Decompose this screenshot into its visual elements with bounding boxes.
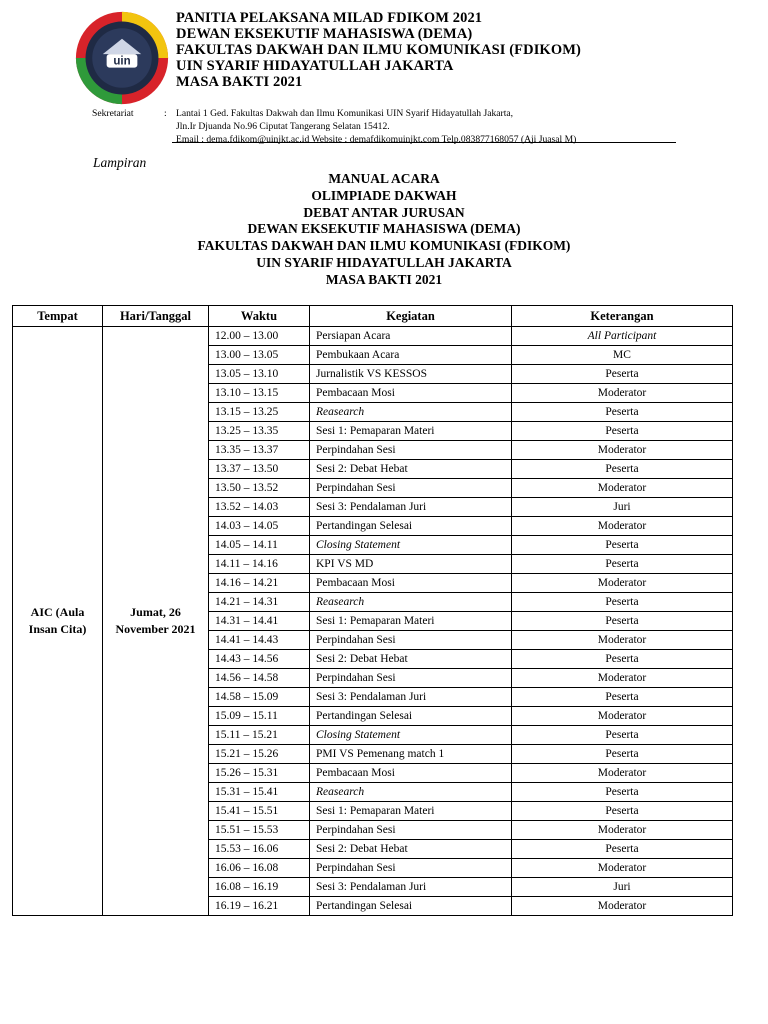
cell-waktu: 15.11 – 15.21 xyxy=(209,726,310,745)
cell-keterangan: Peserta xyxy=(512,726,733,745)
cell-waktu: 14.11 – 14.16 xyxy=(209,555,310,574)
header-keterangan: Keterangan xyxy=(512,306,733,327)
cell-kegiatan: Perpindahan Sesi xyxy=(310,821,512,840)
cell-kegiatan: Sesi 3: Pendalaman Juri xyxy=(310,688,512,707)
table-header-row xyxy=(13,306,733,327)
cell-keterangan: Moderator xyxy=(512,441,733,460)
cell-waktu: 13.25 – 13.35 xyxy=(209,422,310,441)
cell-waktu: 13.05 – 13.10 xyxy=(209,365,310,384)
cell-keterangan: Peserta xyxy=(512,802,733,821)
cell-kegiatan: Closing Statement xyxy=(310,726,512,745)
cell-waktu: 13.00 – 13.05 xyxy=(209,346,310,365)
secretariat-city: Jln.Ir Djuanda No.96 Ciputat Tangerang Selatan 15412. xyxy=(176,121,390,132)
letterhead-line: PANITIA PELAKSANA MILAD FDIKOM 2021 xyxy=(176,10,483,26)
cell-keterangan: Juri xyxy=(512,498,733,517)
cell-kegiatan: PMI VS Pemenang match 1 xyxy=(310,745,512,764)
cell-keterangan: All Participant xyxy=(512,327,733,346)
cell-kegiatan: Perpindahan Sesi xyxy=(310,669,512,688)
cell-keterangan: Moderator xyxy=(512,821,733,840)
cell-tempat: AIC (Aula Insan Cita) xyxy=(13,327,103,916)
cell-kegiatan: Closing Statement xyxy=(310,536,512,555)
header-kegiatan: Kegiatan xyxy=(310,306,512,327)
cell-keterangan: Peserta xyxy=(512,688,733,707)
secretariat-colon: : xyxy=(164,108,167,119)
cell-keterangan: Peserta xyxy=(512,840,733,859)
cell-waktu: 14.58 – 15.09 xyxy=(209,688,310,707)
cell-waktu: 14.16 – 14.21 xyxy=(209,574,310,593)
cell-keterangan: Moderator xyxy=(512,574,733,593)
cell-keterangan: Peserta xyxy=(512,422,733,441)
schedule-body xyxy=(13,327,733,916)
cell-kegiatan: Jurnalistik VS KESSOS xyxy=(310,365,512,384)
cell-waktu: 13.50 – 13.52 xyxy=(209,479,310,498)
cell-keterangan: Moderator xyxy=(512,897,733,916)
cell-keterangan: Peserta xyxy=(512,612,733,631)
cell-kegiatan: Sesi 1: Pemaparan Materi xyxy=(310,612,512,631)
cell-waktu: 16.06 – 16.08 xyxy=(209,859,310,878)
cell-waktu: 15.21 – 15.26 xyxy=(209,745,310,764)
cell-kegiatan: Reasearch xyxy=(310,783,512,802)
cell-keterangan: Peserta xyxy=(512,460,733,479)
secretariat-address: Lantai 1 Ged. Fakultas Dakwah dan Ilmu Komunikasi UIN Syarif Hidayatullah Jakarta, xyxy=(176,108,514,119)
secretariat-contact: Email : dema.fdikom@uinjkt.ac.id Website : demafdikomuinjkt.com Telp.083877168057 (Aji Juasal M) xyxy=(176,134,577,145)
cell-waktu: 16.19 – 16.21 xyxy=(209,897,310,916)
cell-kegiatan: Pembacaan Mosi xyxy=(310,384,512,403)
header-waktu: Waktu xyxy=(209,306,310,327)
cell-kegiatan: Reasearch xyxy=(310,403,512,422)
cell-kegiatan: Sesi 2: Debat Hebat xyxy=(310,840,512,859)
letterhead-line: FAKULTAS DAKWAH DAN ILMU KOMUNIKASI (FDIKOM) xyxy=(176,42,581,58)
cell-keterangan: Peserta xyxy=(512,403,733,422)
title-line: MANUAL ACARA xyxy=(328,171,440,186)
title-line: OLIMPIADE DAKWAH xyxy=(311,187,457,203)
cell-kegiatan: Pembacaan Mosi xyxy=(310,764,512,783)
cell-kegiatan: Pembacaan Mosi xyxy=(310,574,512,593)
cell-keterangan: Moderator xyxy=(512,859,733,878)
cell-kegiatan: Sesi 3: Pendalaman Juri xyxy=(310,498,512,517)
cell-keterangan: Peserta xyxy=(512,365,733,384)
cell-waktu: 13.37 – 13.50 xyxy=(209,460,310,479)
cell-waktu: 15.09 – 15.11 xyxy=(209,707,310,726)
cell-waktu: 14.56 – 14.58 xyxy=(209,669,310,688)
cell-kegiatan: Sesi 3: Pendalaman Juri xyxy=(310,878,512,897)
cell-waktu: 13.52 – 14.03 xyxy=(209,498,310,517)
cell-keterangan: MC xyxy=(512,346,733,365)
cell-keterangan: Moderator xyxy=(512,479,733,498)
cell-keterangan: Moderator xyxy=(512,669,733,688)
cell-kegiatan: Sesi 2: Debat Hebat xyxy=(310,460,512,479)
cell-keterangan: Moderator xyxy=(512,384,733,403)
cell-waktu: 16.08 – 16.19 xyxy=(209,878,310,897)
cell-keterangan: Peserta xyxy=(512,745,733,764)
cell-waktu: 13.10 – 13.15 xyxy=(209,384,310,403)
cell-waktu: 15.41 – 15.51 xyxy=(209,802,310,821)
title-line: DEWAN EKSEKUTIF MAHASISWA (DEMA) xyxy=(247,221,521,237)
cell-waktu: 14.05 – 14.11 xyxy=(209,536,310,555)
header-hari-tanggal: Hari/Tanggal xyxy=(103,306,209,327)
cell-keterangan: Moderator xyxy=(512,631,733,650)
lampiran-label: Lampiran xyxy=(93,155,147,170)
letterhead xyxy=(176,10,581,90)
logo-text: uin xyxy=(113,55,131,68)
cell-waktu: 14.21 – 14.31 xyxy=(209,593,310,612)
cell-kegiatan: Pertandingan Selesai xyxy=(310,707,512,726)
letterhead-line: DEWAN EKSEKUTIF MAHASISWA (DEMA) xyxy=(176,26,473,42)
secretariat-label: Sekretariat xyxy=(92,108,134,119)
cell-kegiatan: Reasearch xyxy=(310,593,512,612)
cell-kegiatan: Perpindahan Sesi xyxy=(310,479,512,498)
header-tempat: Tempat xyxy=(13,306,103,327)
title-line: MASA BAKTI 2021 xyxy=(325,271,443,287)
letterhead-line: UIN SYARIF HIDAYATULLAH JAKARTA xyxy=(176,58,454,74)
cell-waktu: 12.00 – 13.00 xyxy=(209,327,310,346)
cell-kegiatan: Pertandingan Selesai xyxy=(310,897,512,916)
cell-keterangan: Peserta xyxy=(512,536,733,555)
cell-hari-tanggal: Jumat, 26 November 2021 xyxy=(103,327,209,916)
cell-waktu: 13.15 – 13.25 xyxy=(209,403,310,422)
cell-keterangan: Juri xyxy=(512,878,733,897)
cell-waktu: 14.31 – 14.41 xyxy=(209,612,310,631)
cell-waktu: 14.41 – 14.43 xyxy=(209,631,310,650)
cell-keterangan: Moderator xyxy=(512,707,733,726)
cell-kegiatan: Perpindahan Sesi xyxy=(310,441,512,460)
cell-waktu: 15.31 – 15.41 xyxy=(209,783,310,802)
cell-kegiatan: Pertandingan Selesai xyxy=(310,517,512,536)
cell-kegiatan: Persiapan Acara xyxy=(310,327,512,346)
title-line: FAKULTAS DAKWAH DAN ILMU KOMUNIKASI (FDIKOM) xyxy=(197,238,571,254)
cell-keterangan: Peserta xyxy=(512,783,733,802)
title-line: DEBAT ANTAR JURUSAN xyxy=(303,204,465,220)
cell-keterangan: Peserta xyxy=(512,593,733,612)
cell-waktu: 15.53 – 16.06 xyxy=(209,840,310,859)
schedule-table xyxy=(12,305,733,916)
letterhead-line: MASA BAKTI 2021 xyxy=(176,74,303,90)
secretariat-block xyxy=(92,107,576,146)
cell-kegiatan: Sesi 2: Debat Hebat xyxy=(310,650,512,669)
cell-kegiatan: KPI VS MD xyxy=(310,555,512,574)
cell-kegiatan: Pembukaan Acara xyxy=(310,346,512,365)
header-divider xyxy=(172,142,676,143)
cell-keterangan: Moderator xyxy=(512,517,733,536)
cell-kegiatan: Sesi 1: Pemaparan Materi xyxy=(310,422,512,441)
document-title xyxy=(0,171,768,289)
table-row xyxy=(13,327,733,346)
cell-kegiatan: Perpindahan Sesi xyxy=(310,859,512,878)
cell-waktu: 14.43 – 14.56 xyxy=(209,650,310,669)
cell-waktu: 14.03 – 14.05 xyxy=(209,517,310,536)
cell-waktu: 13.35 – 13.37 xyxy=(209,441,310,460)
title-line: UIN SYARIF HIDAYATULLAH JAKARTA xyxy=(256,254,512,270)
cell-kegiatan: Perpindahan Sesi xyxy=(310,631,512,650)
cell-waktu: 15.51 – 15.53 xyxy=(209,821,310,840)
uin-logo xyxy=(74,10,170,106)
cell-keterangan: Peserta xyxy=(512,555,733,574)
cell-waktu: 15.26 – 15.31 xyxy=(209,764,310,783)
cell-keterangan: Moderator xyxy=(512,764,733,783)
cell-kegiatan: Sesi 1: Pemaparan Materi xyxy=(310,802,512,821)
cell-keterangan: Peserta xyxy=(512,650,733,669)
